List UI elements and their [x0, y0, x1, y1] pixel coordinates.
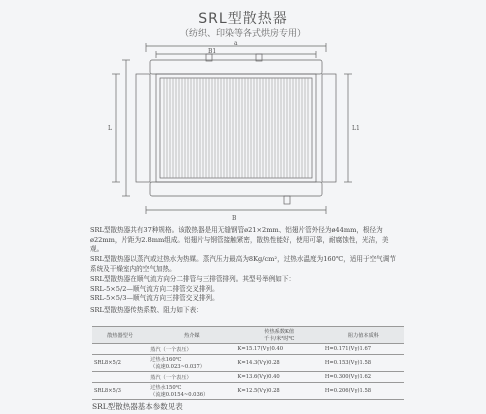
- table-cell: K=13.6(Vγ)0.40: [236, 372, 323, 383]
- table-cell: H=0.171(Vγ)1.67: [323, 344, 404, 355]
- dim-label-B1: B1: [208, 48, 217, 55]
- table-cell: 蒸汽（一个表压）: [148, 372, 235, 383]
- dim-label-L: L: [108, 125, 112, 132]
- dim-label-B: B: [232, 215, 237, 222]
- page-title: SRL型散热器: [198, 11, 288, 27]
- table-header: 热介媒: [148, 327, 235, 344]
- table-row: [92, 355, 404, 372]
- table-header: 散热器型号: [92, 327, 148, 344]
- table-cell: [92, 372, 148, 383]
- table-cell: 蒸汽（一个表压）: [148, 344, 235, 355]
- table-cell: H=0.206(Vγ)1.58: [323, 383, 404, 400]
- paragraph-4: SRL型散热器传热系数、阻力如下表：: [90, 306, 203, 314]
- table-cell: 过热水150℃ （流速0.0154~0.036）: [148, 383, 235, 400]
- radiator-drawing: [96, 38, 376, 224]
- footer-caption: SRL型散热器基本参数见表: [92, 402, 183, 411]
- table-row: [92, 372, 404, 383]
- dim-label-a: a: [234, 40, 238, 47]
- table-cell: [92, 344, 148, 355]
- parameter-table: [92, 326, 404, 400]
- table-cell: H=0.300(Vγ)1.62: [323, 372, 404, 383]
- table-cell: K=12.5(Vγ)0.28: [236, 383, 323, 400]
- table-cell: SRL8×5/2: [92, 355, 148, 372]
- table-cell: SRL8×5/3: [92, 383, 148, 400]
- table-header-row: [92, 327, 404, 344]
- table-header: 阻力值本质科: [323, 327, 404, 344]
- dim-label-L1: L1: [352, 125, 360, 132]
- table-cell: K=14.3(Vγ)0.28: [236, 355, 323, 372]
- page-subtitle: （纺织、印染等各式烘房专用）: [179, 29, 306, 39]
- table-header: 传热系数K值 千卡/米²时℃: [236, 327, 323, 344]
- table-cell: K=15.17(Vγ)0.40: [236, 344, 323, 355]
- table-row: [92, 383, 404, 400]
- table-cell: H=0.153(Vγ)1.58: [323, 355, 404, 372]
- paragraph-2: SRL型散热器以蒸汽或过热水为热媒。蒸汽压力最高为8Kg/cm²，过热水温度为160℃，适用于空气调节系统及干燥室内的空气加热。: [90, 255, 396, 273]
- paragraph-3: SRL型散热器在顺气流方向分二排管与三排管排列。其型号举例如下： SRL-5×5/2—顺气流方向二排管交叉排列。 SRL-5×5/3—顺气流方向三排管交叉排列。: [90, 275, 296, 303]
- fin-tubes: [164, 78, 308, 178]
- table-cell: 过热水160℃ （流速0.023~0.037）: [148, 355, 235, 372]
- table-row: [92, 344, 404, 355]
- paragraph-1: SRL型散热器共有37种规格。该散热器是用无缝钢管ø21×2mm、铝翅片管外径为ø44mm，根径为ø22mm，片距为2.8mm组成。铝翅片与钢管接触紧密，散热性能好，使用可靠，耐腐蚀性，光洁，美观。: [90, 226, 389, 254]
